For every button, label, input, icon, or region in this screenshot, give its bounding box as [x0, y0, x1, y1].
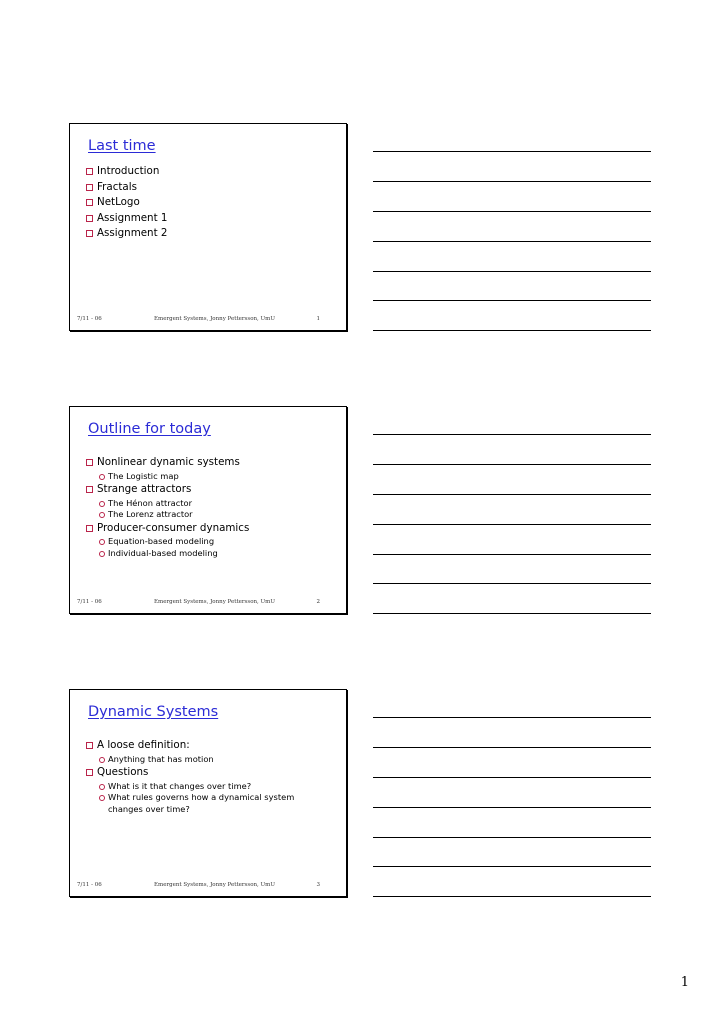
note-line	[373, 837, 651, 838]
note-line	[373, 866, 651, 867]
slide-title: Outline for today	[88, 421, 211, 437]
note-line	[373, 211, 651, 212]
square-bullet-icon	[86, 168, 93, 175]
footer-date: 7/11 - 06	[77, 882, 102, 888]
slide-3	[69, 689, 347, 897]
bullet-list	[86, 164, 340, 242]
note-line	[373, 151, 651, 152]
note-line	[373, 464, 651, 465]
bullet-list	[86, 738, 340, 815]
bullet-item: Assignment 1	[86, 211, 340, 227]
note-line	[373, 181, 651, 182]
sub-bullet-item: Equation-based modeling	[86, 536, 340, 548]
circle-bullet-icon	[99, 551, 105, 557]
footer-course: Emergent Systems, Jonny Pettersson, UmU	[154, 316, 276, 322]
circle-bullet-icon	[99, 757, 105, 763]
sub-bullet-item: The Hénon attractor	[86, 498, 340, 510]
bullet-item: Nonlinear dynamic systems	[86, 455, 340, 471]
sub-bullet-item: The Lorenz attractor	[86, 509, 340, 521]
circle-bullet-icon	[99, 795, 105, 801]
slide-footer	[70, 599, 346, 609]
circle-bullet-icon	[99, 501, 105, 507]
note-line	[373, 330, 651, 331]
footer-course: Emergent Systems, Jonny Pettersson, UmU	[154, 599, 276, 605]
note-line	[373, 300, 651, 301]
bullet-item: NetLogo	[86, 195, 340, 211]
note-line	[373, 613, 651, 614]
bullet-item: Questions	[86, 765, 340, 781]
sub-bullet-item: What is it that changes over time?	[86, 781, 340, 793]
bullet-list	[86, 455, 340, 559]
sub-bullet-item: What rules governs how a dynamical system changes over time?	[86, 792, 299, 815]
note-line	[373, 554, 651, 555]
slide-1	[69, 123, 347, 331]
bullet-item: Fractals	[86, 180, 340, 196]
circle-bullet-icon	[99, 539, 105, 545]
note-line	[373, 494, 651, 495]
note-line	[373, 777, 651, 778]
square-bullet-icon	[86, 525, 93, 532]
square-bullet-icon	[86, 199, 93, 206]
footer-course: Emergent Systems, Jonny Pettersson, UmU	[154, 882, 276, 888]
bullet-item: A loose definition:	[86, 738, 340, 754]
footer-slide-number: 3	[316, 882, 320, 888]
note-line	[373, 717, 651, 718]
bullet-item: Introduction	[86, 164, 340, 180]
slide-footer	[70, 882, 346, 892]
circle-bullet-icon	[99, 474, 105, 480]
note-line	[373, 434, 651, 435]
note-line	[373, 524, 651, 525]
bullet-item: Assignment 2	[86, 226, 340, 242]
bullet-item: Strange attractors	[86, 482, 340, 498]
sub-bullet-item: The Logistic map	[86, 471, 340, 483]
square-bullet-icon	[86, 742, 93, 749]
note-line	[373, 271, 651, 272]
page-number: 1	[680, 975, 689, 990]
circle-bullet-icon	[99, 512, 105, 518]
square-bullet-icon	[86, 215, 93, 222]
slide-title: Last time	[88, 138, 156, 154]
sub-bullet-item: Anything that has motion	[86, 754, 340, 766]
square-bullet-icon	[86, 486, 93, 493]
note-line	[373, 807, 651, 808]
footer-date: 7/11 - 06	[77, 316, 102, 322]
slide-footer	[70, 316, 346, 326]
slide-title: Dynamic Systems	[88, 704, 219, 720]
circle-bullet-icon	[99, 784, 105, 790]
note-line	[373, 747, 651, 748]
footer-date: 7/11 - 06	[77, 599, 102, 605]
note-line	[373, 896, 651, 897]
slide-2	[69, 406, 347, 614]
footer-slide-number: 2	[316, 599, 320, 605]
square-bullet-icon	[86, 769, 93, 776]
square-bullet-icon	[86, 184, 93, 191]
note-line	[373, 583, 651, 584]
square-bullet-icon	[86, 230, 93, 237]
square-bullet-icon	[86, 459, 93, 466]
sub-bullet-item: Individual-based modeling	[86, 548, 340, 560]
note-line	[373, 241, 651, 242]
bullet-item: Producer-consumer dynamics	[86, 521, 340, 537]
footer-slide-number: 1	[316, 316, 320, 322]
